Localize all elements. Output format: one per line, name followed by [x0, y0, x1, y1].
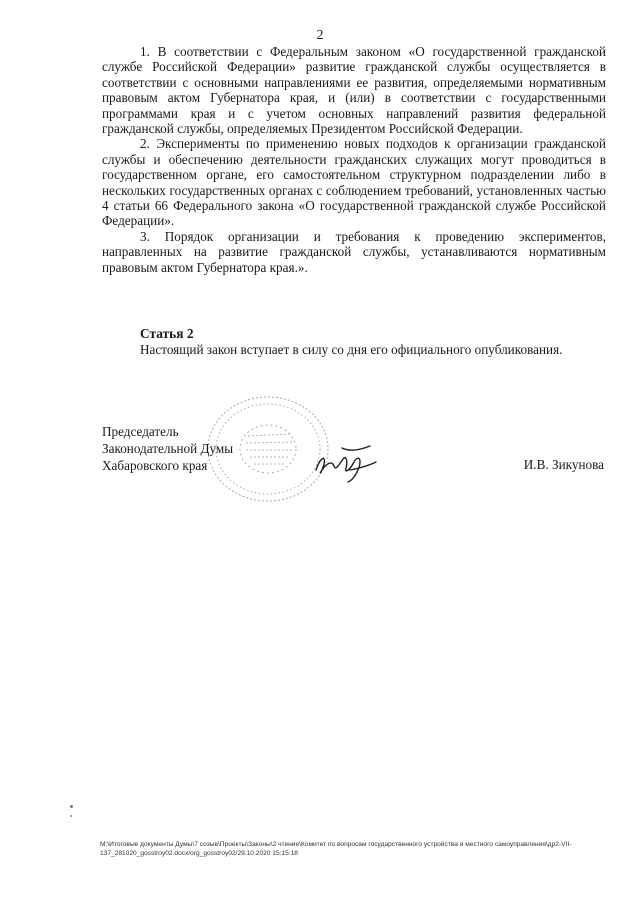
signature-block — [102, 423, 233, 474]
body-text — [102, 44, 606, 275]
signatory-name: И.В. Зикунова — [523, 457, 604, 472]
paragraph-3: 3. Порядок организации и требования к проведению экспериментов, направленных на развитие гражданской службы, устанавливаются нормативным правовым актом Губернатора края.». — [102, 228, 606, 275]
signature-title-line-1: Председатель — [102, 424, 179, 439]
margin-mark-2 — [70, 815, 72, 817]
margin-mark — [70, 805, 73, 808]
article-text: Настоящий закон вступает в силу со дня его официального опубликования. — [140, 341, 563, 357]
signature-title-line-2: Законодательной Думы — [102, 441, 234, 456]
paragraph-2: 2. Эксперименты по применению новых подходов к организации гражданской службы и обеспечению деятельности гражданских служащих могут проводиться в государственном органе, его самостоятельном структурном подразделении либо в нескольких государственных органах с соблюдением требований, установленных частью 4 статьи 66 Федерального закона «О государственной гражданской службе Российской Федерации». — [102, 136, 606, 229]
paragraph-1: 1. В соответствии с Федеральным законом «О государственной гражданской службе Российской Федерации» развитие гражданской службы осуществляется в соответствии с основными направлениями ее развития, определяемыми нормативным правовым актом Губернатора края, и (или) в соответствии с государственными программами края и с учетом основных направлений развития федеральной гражданской службы, определяемых Президентом Российской Федерации. — [102, 44, 606, 137]
signature-title-line-3: Хабаровского края — [102, 458, 208, 473]
footer-line-2: 137_281020_gosstroy02.docx/org_gosstroy02/29.10.2020 15:15:18 — [100, 850, 298, 857]
handwritten-signature — [310, 440, 380, 484]
footer-line-1: М:\Итоговые документы Думы\7 созыв\Проекты\Законы\2 чтение\Комитет по вопросам государственного устройства и местного самоуправления\др2-VII- — [100, 841, 572, 848]
page-number: 2 — [316, 28, 324, 43]
file-path-footer — [100, 840, 610, 858]
article-2 — [140, 326, 610, 357]
article-title: Статья 2 — [140, 326, 194, 341]
